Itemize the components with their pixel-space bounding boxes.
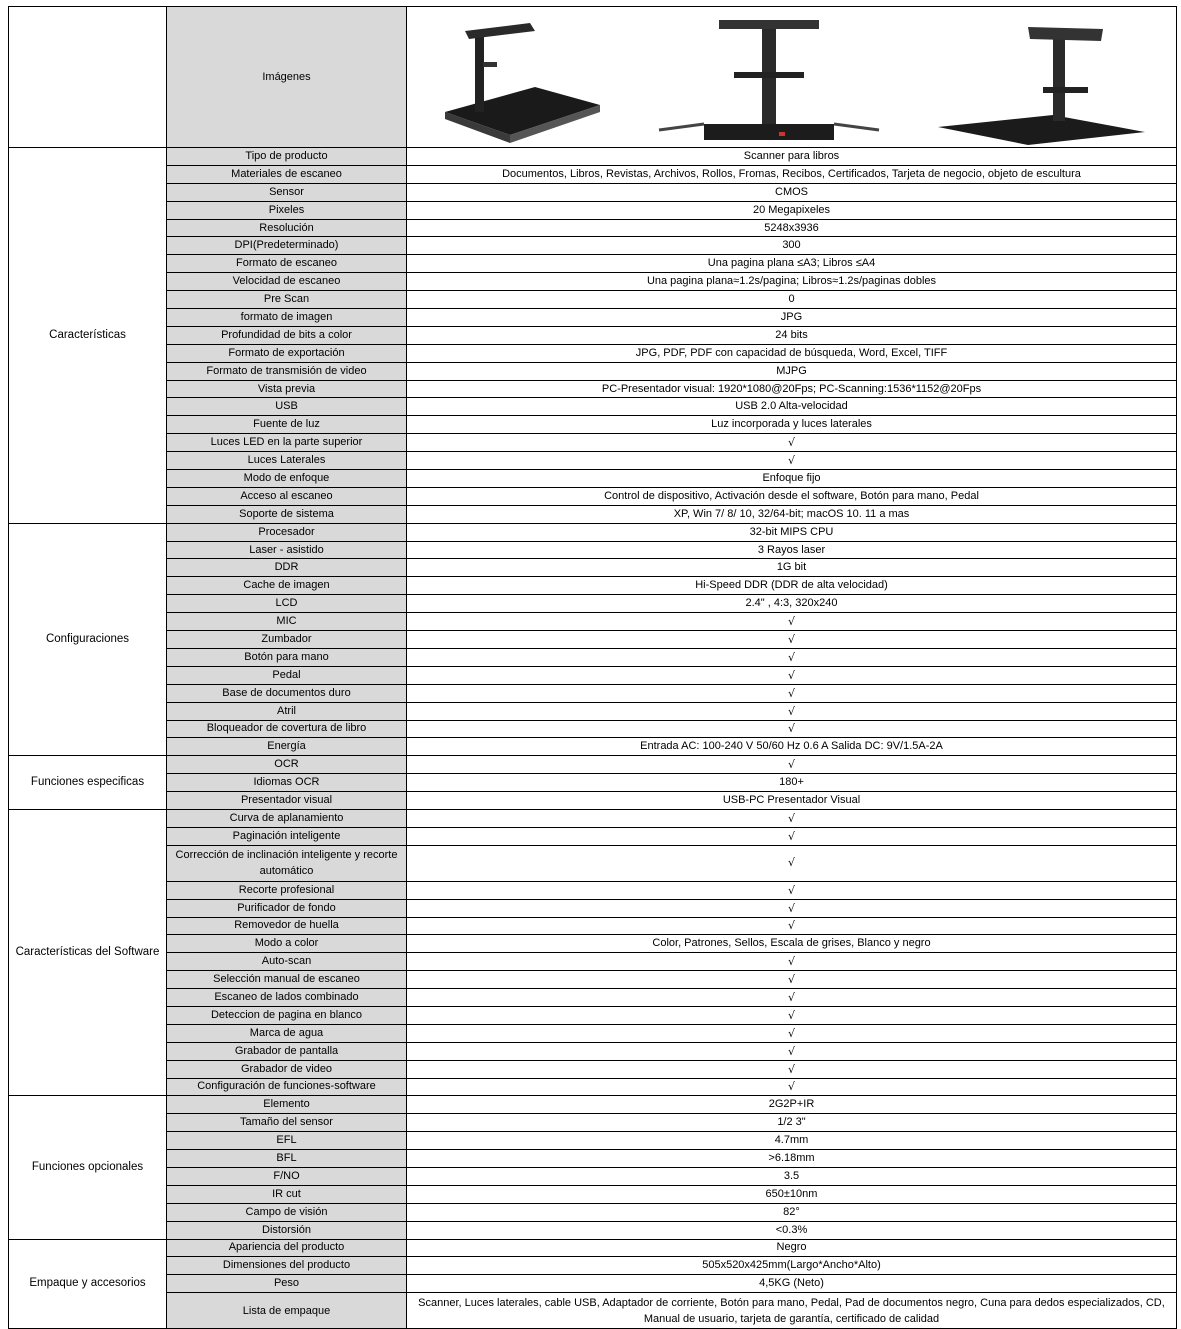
spec-label: Tipo de producto <box>167 148 407 166</box>
images-row <box>9 7 1177 148</box>
category-funciones-especificas: Funciones especificas <box>9 756 167 810</box>
spec-label: Elemento <box>167 1096 407 1114</box>
spec-row <box>9 1167 1177 1185</box>
spec-row <box>9 845 1177 881</box>
spec-label: Lista de empaque <box>167 1293 407 1329</box>
spec-row <box>9 577 1177 595</box>
spec-value: 3 Rayos laser <box>407 541 1177 559</box>
spec-value: Color, Patrones, Sellos, Escala de grises, Blanco y negro <box>407 935 1177 953</box>
spec-row <box>9 523 1177 541</box>
spec-label: DPI(Predeterminado) <box>167 237 407 255</box>
spec-row <box>9 505 1177 523</box>
spec-label: Cache de imagen <box>167 577 407 595</box>
spec-value: 300 <box>407 237 1177 255</box>
spec-value: 1/2 3" <box>407 1114 1177 1132</box>
spec-row <box>9 183 1177 201</box>
spec-value: Documentos, Libros, Revistas, Archivos, Rollos, Fromas, Recibos, Certificados, Tarjeta de negocio, objeto de escultura <box>407 165 1177 183</box>
spec-row <box>9 935 1177 953</box>
spec-label: EFL <box>167 1132 407 1150</box>
check-mark-value: √ <box>407 452 1177 470</box>
spec-row <box>9 452 1177 470</box>
spec-row <box>9 595 1177 613</box>
spec-row <box>9 881 1177 899</box>
spec-row <box>9 165 1177 183</box>
spec-label: LCD <box>167 595 407 613</box>
check-mark-value: √ <box>407 720 1177 738</box>
spec-label: Procesador <box>167 523 407 541</box>
spec-value: 650±10nm <box>407 1185 1177 1203</box>
spec-label: Paginación inteligente <box>167 827 407 845</box>
spec-label: Vista previa <box>167 380 407 398</box>
spec-row <box>9 666 1177 684</box>
spec-label: Formato de exportación <box>167 344 407 362</box>
spec-value: USB-PC Presentador Visual <box>407 792 1177 810</box>
check-mark-value: √ <box>407 1024 1177 1042</box>
spec-row <box>9 1239 1177 1257</box>
check-mark-value: √ <box>407 1078 1177 1096</box>
spec-value: Enfoque fijo <box>407 470 1177 488</box>
spec-row <box>9 1132 1177 1150</box>
spec-label: Pre Scan <box>167 291 407 309</box>
spec-label: formato de imagen <box>167 309 407 327</box>
spec-label: Campo de visión <box>167 1203 407 1221</box>
spec-value: Control de dispositivo, Activación desde el software, Botón para mano, Pedal <box>407 487 1177 505</box>
check-mark-value: √ <box>407 684 1177 702</box>
spec-label: USB <box>167 398 407 416</box>
spec-value: Entrada AC: 100-240 V 50/60 Hz 0.6 A Salida DC: 9V/1.5A-2A <box>407 738 1177 756</box>
check-mark-value: √ <box>407 434 1177 452</box>
spec-value: Una pagina plana≈1.2s/pagina; Libros≈1.2s/paginas dobles <box>407 273 1177 291</box>
check-mark-value: √ <box>407 702 1177 720</box>
spec-row <box>9 291 1177 309</box>
check-mark-value: √ <box>407 827 1177 845</box>
spec-label: MIC <box>167 613 407 631</box>
spec-label: Grabador de video <box>167 1060 407 1078</box>
spec-value: JPG, PDF, PDF con capacidad de búsqueda, Word, Excel, TIFF <box>407 344 1177 362</box>
spec-row <box>9 344 1177 362</box>
spec-row <box>9 380 1177 398</box>
spec-row <box>9 684 1177 702</box>
check-mark-value: √ <box>407 756 1177 774</box>
scanner-image-front <box>654 12 884 147</box>
spec-label: Soporte de sistema <box>167 505 407 523</box>
spec-row <box>9 434 1177 452</box>
spec-value: 20 Megapixeles <box>407 201 1177 219</box>
spec-label: Pedal <box>167 666 407 684</box>
spec-row <box>9 1024 1177 1042</box>
spec-label: Configuración de funciones-software <box>167 1078 407 1096</box>
spec-value: Una pagina plana ≤A3; Libros ≤A4 <box>407 255 1177 273</box>
spec-label: Base de documentos duro <box>167 684 407 702</box>
category-configuraciones: Configuraciones <box>9 523 167 756</box>
spec-row <box>9 559 1177 577</box>
spec-row <box>9 1078 1177 1096</box>
check-mark-value: √ <box>407 1042 1177 1060</box>
spec-row <box>9 774 1177 792</box>
spec-row <box>9 1006 1177 1024</box>
spec-value: >6.18mm <box>407 1150 1177 1168</box>
spec-value: 5248x3936 <box>407 219 1177 237</box>
spec-value: 505x520x425mm(Largo*Ancho*Alto) <box>407 1257 1177 1275</box>
spec-row <box>9 953 1177 971</box>
spec-row <box>9 416 1177 434</box>
spec-value: 2.4" , 4:3, 320x240 <box>407 595 1177 613</box>
check-mark-value: √ <box>407 648 1177 666</box>
spec-label: Fuente de luz <box>167 416 407 434</box>
spec-value: XP, Win 7/ 8/ 10, 32/64-bit; macOS 10. 11 a mas <box>407 505 1177 523</box>
scanner-image-side <box>933 17 1148 147</box>
spec-value: Negro <box>407 1239 1177 1257</box>
spec-label: Peso <box>167 1275 407 1293</box>
spec-label: Dimensiones del producto <box>167 1257 407 1275</box>
spec-row <box>9 792 1177 810</box>
spec-row <box>9 470 1177 488</box>
spec-row <box>9 219 1177 237</box>
spec-label: BFL <box>167 1150 407 1168</box>
spec-label: Bloqueador de covertura de libro <box>167 720 407 738</box>
spec-value: 4.7mm <box>407 1132 1177 1150</box>
spec-label: Velocidad de escaneo <box>167 273 407 291</box>
spec-label: Grabador de pantalla <box>167 1042 407 1060</box>
spec-label: Laser - asistido <box>167 541 407 559</box>
spec-label: Idiomas OCR <box>167 774 407 792</box>
check-mark-value: √ <box>407 971 1177 989</box>
spec-row <box>9 201 1177 219</box>
spec-label: Atril <box>167 702 407 720</box>
spec-row <box>9 362 1177 380</box>
spec-label: DDR <box>167 559 407 577</box>
spec-row <box>9 237 1177 255</box>
product-images-cell <box>407 7 1177 148</box>
spec-label: Modo de enfoque <box>167 470 407 488</box>
category-funciones-opcionales: Funciones opcionales <box>9 1096 167 1239</box>
spec-label: Pixeles <box>167 201 407 219</box>
spec-label: Energía <box>167 738 407 756</box>
spec-row <box>9 899 1177 917</box>
check-mark-value: √ <box>407 613 1177 631</box>
spec-row <box>9 148 1177 166</box>
spec-label: Removedor de huella <box>167 917 407 935</box>
spec-label: OCR <box>167 756 407 774</box>
spec-row <box>9 1293 1177 1329</box>
spec-row <box>9 309 1177 327</box>
spec-value: <0.3% <box>407 1221 1177 1239</box>
check-mark-value: √ <box>407 953 1177 971</box>
spec-label: Marca de agua <box>167 1024 407 1042</box>
spec-row <box>9 398 1177 416</box>
spec-row <box>9 1203 1177 1221</box>
spec-row <box>9 702 1177 720</box>
spec-label: Formato de transmisión de video <box>167 362 407 380</box>
spec-row <box>9 756 1177 774</box>
spec-value: CMOS <box>407 183 1177 201</box>
spec-table <box>8 6 1177 1329</box>
spec-row <box>9 720 1177 738</box>
spec-row <box>9 1060 1177 1078</box>
spec-value: MJPG <box>407 362 1177 380</box>
spec-row <box>9 827 1177 845</box>
images-empty-cell <box>9 7 167 148</box>
spec-label: Acceso al escaneo <box>167 487 407 505</box>
spec-row <box>9 1042 1177 1060</box>
spec-row <box>9 273 1177 291</box>
spec-value: PC-Presentador visual: 1920*1080@20Fps; PC-Scanning:1536*1152@20Fps <box>407 380 1177 398</box>
spec-row <box>9 1257 1177 1275</box>
category-empaque-y-accesorios: Empaque y accesorios <box>9 1239 167 1329</box>
category-caracteristicas: Características <box>9 148 167 524</box>
spec-row <box>9 255 1177 273</box>
spec-row <box>9 971 1177 989</box>
spec-label: Zumbador <box>167 631 407 649</box>
spec-value: Luz incorporada y luces laterales <box>407 416 1177 434</box>
spec-row <box>9 738 1177 756</box>
check-mark-value: √ <box>407 666 1177 684</box>
scanner-image-angled <box>435 17 605 147</box>
check-mark-value: √ <box>407 1006 1177 1024</box>
spec-label: Modo a color <box>167 935 407 953</box>
spec-row <box>9 326 1177 344</box>
check-mark-value: √ <box>407 809 1177 827</box>
images-label: Imágenes <box>167 7 407 148</box>
spec-label: Botón para mano <box>167 648 407 666</box>
spec-value: 2G2P+IR <box>407 1096 1177 1114</box>
check-mark-value: √ <box>407 631 1177 649</box>
spec-row <box>9 989 1177 1007</box>
check-mark-value: √ <box>407 1060 1177 1078</box>
spec-label: IR cut <box>167 1185 407 1203</box>
check-mark-value: √ <box>407 881 1177 899</box>
spec-label: Sensor <box>167 183 407 201</box>
spec-label: Materiales de escaneo <box>167 165 407 183</box>
spec-label: Recorte profesional <box>167 881 407 899</box>
spec-row <box>9 1185 1177 1203</box>
spec-value: 0 <box>407 291 1177 309</box>
spec-row <box>9 809 1177 827</box>
spec-label: Curva de aplanamiento <box>167 809 407 827</box>
spec-label: Corrección de inclinación inteligente y recorte automático <box>167 845 407 881</box>
spec-value: Hi-Speed DDR (DDR de alta velocidad) <box>407 577 1177 595</box>
spec-row <box>9 917 1177 935</box>
spec-label: Auto-scan <box>167 953 407 971</box>
spec-label: Deteccion de pagina en blanco <box>167 1006 407 1024</box>
spec-label: Distorsión <box>167 1221 407 1239</box>
spec-row <box>9 1096 1177 1114</box>
spec-value: 24 bits <box>407 326 1177 344</box>
spec-label: Luces Laterales <box>167 452 407 470</box>
spec-value: 82° <box>407 1203 1177 1221</box>
spec-value: Scanner para libros <box>407 148 1177 166</box>
spec-row <box>9 1150 1177 1168</box>
spec-value: 4,5KG (Neto) <box>407 1275 1177 1293</box>
spec-label: Selección manual de escaneo <box>167 971 407 989</box>
check-mark-value: √ <box>407 917 1177 935</box>
check-mark-value: √ <box>407 899 1177 917</box>
spec-label: Presentador visual <box>167 792 407 810</box>
spec-label: Luces LED en la parte superior <box>167 434 407 452</box>
spec-value: 180+ <box>407 774 1177 792</box>
spec-label: Formato de escaneo <box>167 255 407 273</box>
spec-value: JPG <box>407 309 1177 327</box>
spec-label: Profundidad de bits a color <box>167 326 407 344</box>
category-caracteristicas-del-software: Características del Software <box>9 809 167 1095</box>
spec-value: USB 2.0 Alta-velocidad <box>407 398 1177 416</box>
spec-label: F/NO <box>167 1167 407 1185</box>
spec-value: Scanner, Luces laterales, cable USB, Adaptador de corriente, Botón para mano, Pedal, Pad de documentos negro, Cuna para dedos especializados, CD, Manual de usuario, tarjeta de garantía, certificado de calidad <box>407 1293 1177 1329</box>
spec-row <box>9 1114 1177 1132</box>
spec-label: Escaneo de lados combinado <box>167 989 407 1007</box>
spec-row <box>9 613 1177 631</box>
spec-value: 3.5 <box>407 1167 1177 1185</box>
spec-row <box>9 1275 1177 1293</box>
check-mark-value: √ <box>407 845 1177 881</box>
spec-label: Purificador de fondo <box>167 899 407 917</box>
spec-value: 1G bit <box>407 559 1177 577</box>
spec-label: Resolución <box>167 219 407 237</box>
spec-row <box>9 541 1177 559</box>
spec-label: Tamaño del sensor <box>167 1114 407 1132</box>
spec-row <box>9 1221 1177 1239</box>
spec-row <box>9 487 1177 505</box>
spec-value: 32-bit MIPS CPU <box>407 523 1177 541</box>
spec-row <box>9 631 1177 649</box>
spec-row <box>9 648 1177 666</box>
check-mark-value: √ <box>407 989 1177 1007</box>
spec-label: Apariencia del producto <box>167 1239 407 1257</box>
